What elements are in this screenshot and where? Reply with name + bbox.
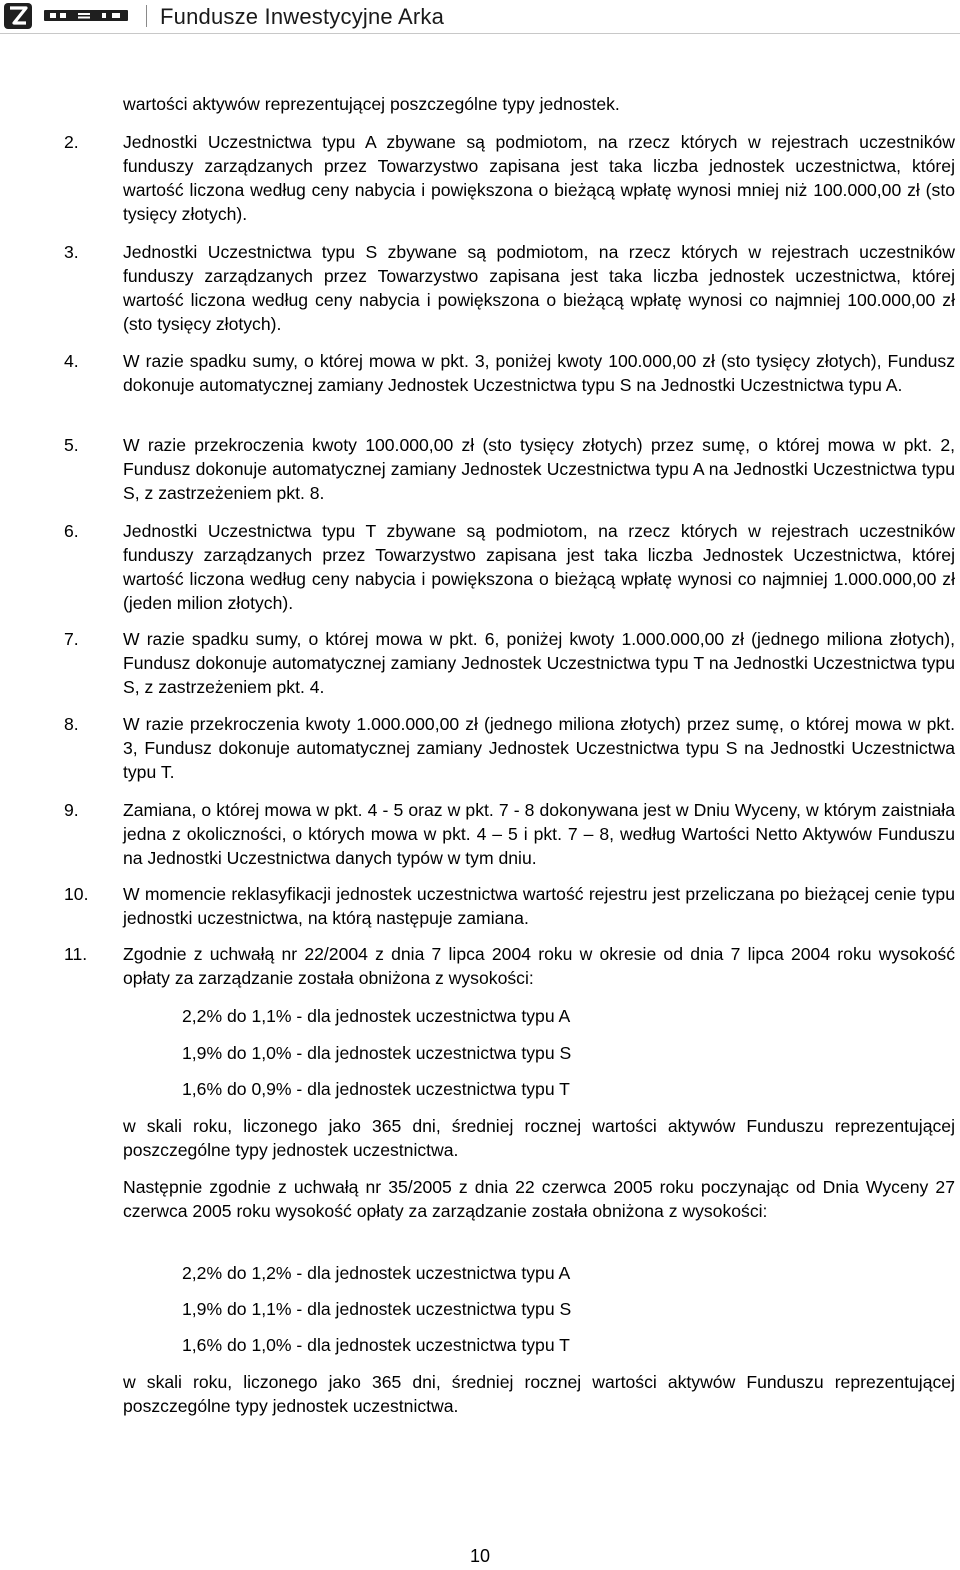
fee-line: 2,2% do 1,2% - dla jednostek uczestnictwa typu A — [182, 1263, 571, 1283]
next-paragraph: Następnie zgodnie z uchwałą nr 35/2005 z dnia 22 czerwca 2005 roku poczynając od Dnia Wyceny 27 czerwca 2005 roku wysokość opłaty za zarządzanie została obniżona z wysokości: — [123, 1177, 955, 1221]
item-text: Zamiana, o której mowa w pkt. 4 - 5 oraz w pkt. 7 - 8 dokonywana jest w Dniu Wyceny, w którym zaistniała jedna z okoliczności, o których mowa w pkt. 4 – 5 i pkt. 7 – 8, według Wartości Netto Aktywów Funduszu na Jednostki Uczestnictwa danych typów w tym dniu. — [123, 800, 955, 868]
page-number: 10 — [469, 1546, 491, 1566]
item-text: Jednostki Uczestnictwa typu A zbywane są podmiotom, na rzecz których w rejestrach uczestników funduszy zarządzanych przez Towarzystwo zapisana jest taka liczba jednostek uczestnictwa, której wartość liczona według ceny nabycia i powiększona o bieżącą wpłatę wynosi mniej niż 100.000,00 zł (sto tysięcy złotych). — [123, 132, 955, 224]
header-title: Fundusze Inwestycyjne Arka — [160, 4, 445, 29]
item-text: W razie przekroczenia kwoty 1.000.000,00 zł (jednego miliona złotych) przez sumę, o której mowa w pkt. 3, Fundusz dokonuje automatycznej zamiany Jednostek Uczestnictwa typu S na Jednostki Uczestnictwa typu T. — [123, 714, 955, 782]
item-number: 2. — [64, 132, 79, 152]
fee-line: 1,9% do 1,1% - dla jednostek uczestnictwa typu S — [182, 1299, 572, 1319]
item-number: 5. — [64, 435, 79, 455]
fee-line: 1,6% do 1,0% - dla jednostek uczestnictwa typu T — [182, 1335, 570, 1355]
item-text: W razie spadku sumy, o której mowa w pkt. 3, poniżej kwoty 100.000,00 zł (sto tysięcy złotych), Fundusz dokonuje automatycznej zamiany Jednostek Uczestnictwa typu S na Jednostki Uczestnictwa typu A. — [123, 351, 955, 395]
page-header — [0, 0, 960, 33]
fee-line: 2,2% do 1,1% - dla jednostek uczestnictwa typu A — [182, 1006, 571, 1026]
item-number: 10. — [64, 884, 89, 904]
scale-note: w skali roku, liczonego jako 365 dni, średniej rocznej wartości aktywów Funduszu reprezentującej poszczególne typy jednostek uczestnictwa. — [123, 1116, 955, 1160]
item-text: Jednostki Uczestnictwa typu S zbywane są podmiotom, na rzecz których w rejestrach uczestników funduszy zarządzanych przez Towarzystwo zapisana jest taka liczba jednostek uczestnictwa, której wartość liczona według ceny nabycia i powiększona o bieżącą wpłatę wynosi co najmniej 100.000,00 zł (sto tysięcy złotych). — [123, 242, 955, 334]
item-text: W razie spadku sumy, o której mowa w pkt. 6, poniżej kwoty 1.000.000,00 zł (jednego miliona złotych), Fundusz dokonuje automatycznej zamiany Jednostek Uczestnictwa typu T na Jednostki Uczestnictwa typu S, z zastrzeżeniem pkt. 4. — [123, 629, 955, 697]
item-text: Jednostki Uczestnictwa typu T zbywane są podmiotom, na rzecz których w rejestrach uczestników funduszy zarządzanych przez Towarzystwo zapisana jest taka liczba Jednostek Uczestnictwa, której wartość liczona według ceny nabycia i powiększona o bieżącą wpłatę wynosi co najmniej 1.000.000,00 zł (jeden milion złotych). — [123, 521, 955, 613]
fee-line: 1,6% do 0,9% - dla jednostek uczestnictwa typu T — [182, 1079, 570, 1099]
item-number: 7. — [64, 629, 79, 649]
item-text: Zgodnie z uchwałą nr 22/2004 z dnia 7 lipca 2004 roku w okresie od dnia 7 lipca 2004 roku wysokość opłaty za zarządzanie została obniżona z wysokości: — [123, 944, 955, 988]
fee-line: 1,9% do 1,0% - dla jednostek uczestnictwa typu S — [182, 1043, 572, 1063]
item-number: 4. — [64, 351, 79, 371]
item-number: 6. — [64, 521, 79, 541]
continuation-text: wartości aktywów reprezentującej poszczególne typy jednostek. — [123, 94, 620, 114]
item-text: W momencie reklasyfikacji jednostek uczestnictwa wartość rejestru jest przeliczana po bieżącej cenie typu jednostki uczestnictwa, na którą następuje zamiana. — [123, 884, 955, 928]
header-rule — [0, 33, 960, 34]
item-text: W razie przekroczenia kwoty 100.000,00 zł (sto tysięcy złotych) przez sumę, o której mowa w pkt. 2, Fundusz dokonuje automatycznej zamiany Jednostek Uczestnictwa typu A na Jednostki Uczestnictwa typu S, z zastrzeżeniem pkt. 8. — [123, 435, 955, 503]
item-number: 3. — [64, 242, 79, 262]
wbk-logo — [44, 8, 128, 23]
bzwbk-logo-icon — [4, 3, 32, 29]
item-number: 8. — [64, 714, 79, 734]
scale-note: w skali roku, liczonego jako 365 dni, średniej rocznej wartości aktywów Funduszu reprezentującej poszczególne typy jednostek uczestnictwa. — [123, 1372, 955, 1416]
item-number: 9. — [64, 800, 79, 820]
header-divider — [146, 5, 147, 27]
item-number: 11. — [64, 944, 88, 964]
